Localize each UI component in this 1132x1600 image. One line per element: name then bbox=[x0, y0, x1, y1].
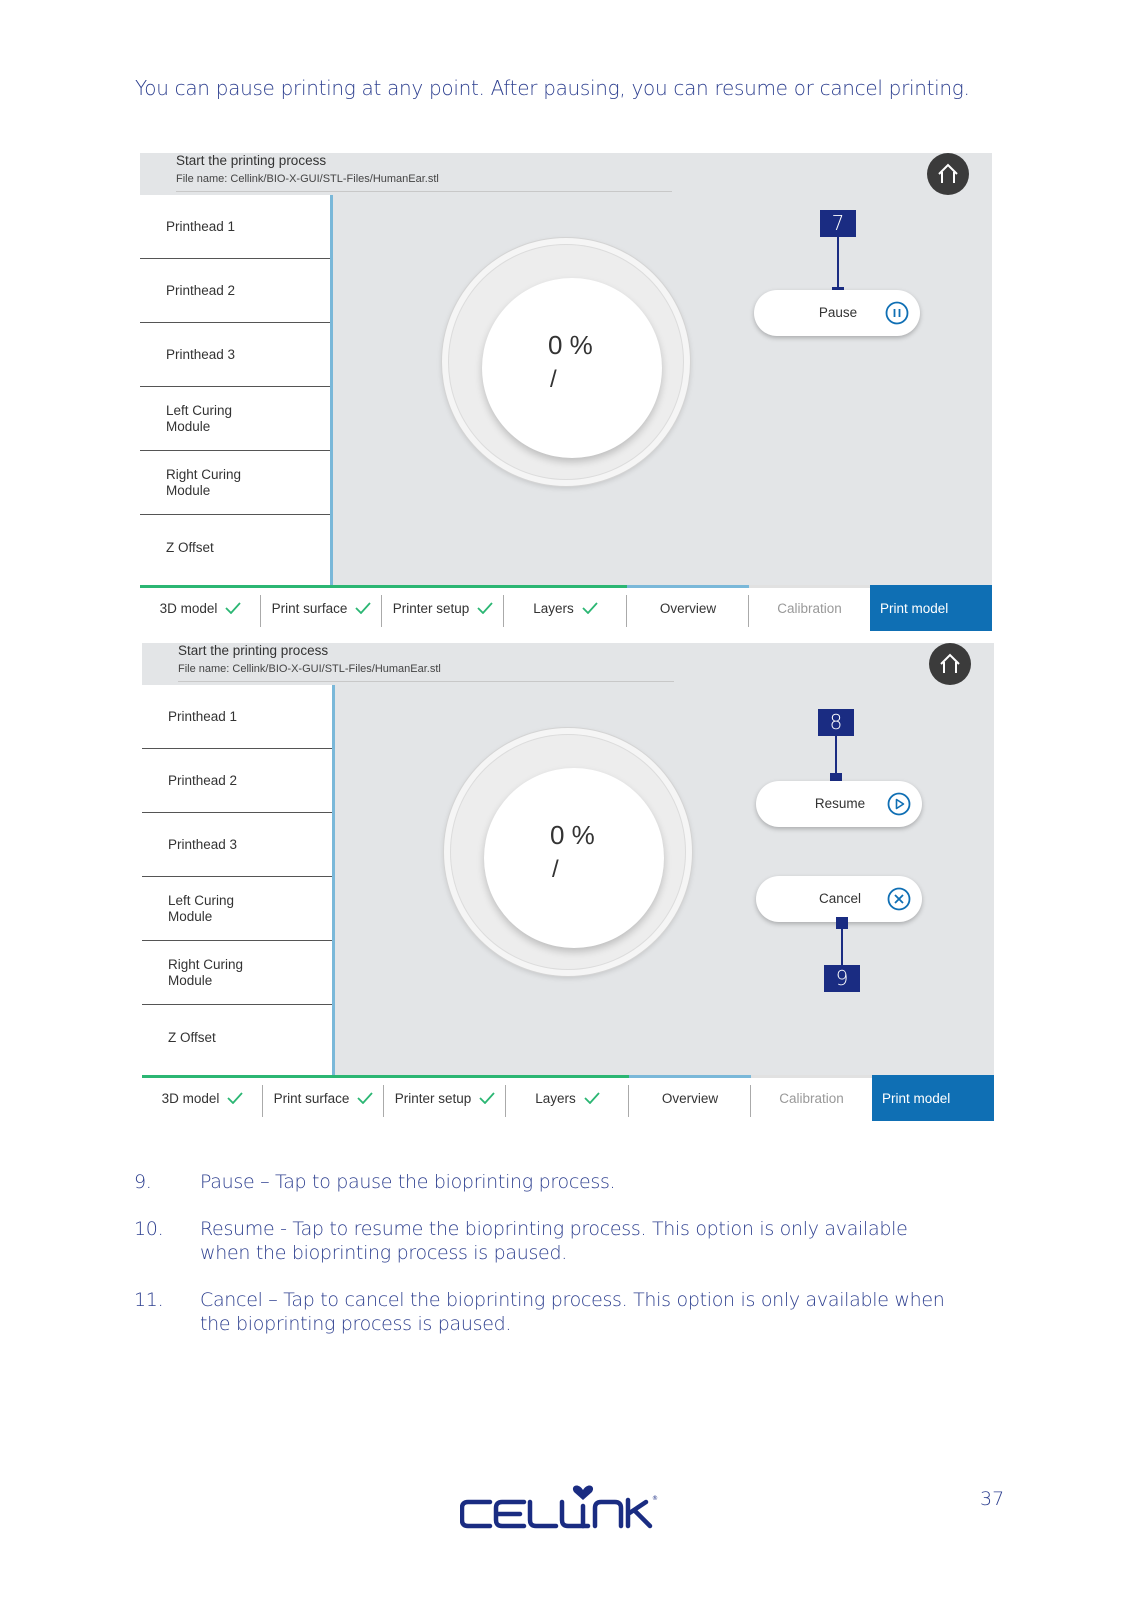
svg-text:®: ® bbox=[652, 1495, 658, 1502]
home-icon bbox=[936, 162, 960, 186]
pause-button-label: Pause bbox=[818, 305, 858, 320]
home-button[interactable] bbox=[927, 153, 969, 195]
step-tabs bbox=[140, 585, 992, 631]
tab-print-model[interactable] bbox=[870, 585, 992, 631]
sidebar-item-right-curing[interactable]: Right Curing Module bbox=[140, 451, 330, 515]
file-name: File name: Cellink/BIO-X-GUI/STL-Files/HumanEar.stl bbox=[178, 663, 441, 675]
screen-title: Start the printing process bbox=[178, 643, 329, 658]
tab-printer-setup[interactable] bbox=[384, 1075, 506, 1121]
sidebar-item-printhead-1[interactable]: Printhead 1 bbox=[140, 195, 330, 259]
sidebar-item-left-curing[interactable]: Left Curing Module bbox=[142, 877, 332, 941]
tab-label: Layers bbox=[533, 600, 574, 616]
header-divider bbox=[176, 191, 672, 192]
callout-9-line bbox=[841, 927, 843, 967]
progress-dial-center bbox=[484, 768, 664, 948]
tab-label: Overview bbox=[661, 1090, 719, 1106]
home-button[interactable] bbox=[929, 643, 971, 685]
callout-8-line bbox=[835, 736, 837, 773]
instruction-list bbox=[134, 1170, 954, 1359]
sidebar-item-printhead-3[interactable]: Printhead 3 bbox=[140, 323, 330, 387]
tab-label: 3D model bbox=[159, 600, 218, 616]
list-text: Pause – Tap to pause the bioprinting process. bbox=[200, 1171, 616, 1193]
step-tabs bbox=[142, 1075, 994, 1121]
logo-text: CELLINK bbox=[656, 1510, 661, 1511]
page-number: 37 bbox=[980, 1488, 1005, 1510]
tab-overview[interactable] bbox=[627, 585, 749, 631]
check-icon bbox=[582, 602, 598, 614]
tab-label: Print surface bbox=[271, 600, 348, 616]
tab-label: Calibration bbox=[777, 600, 842, 616]
tab-print-model[interactable] bbox=[872, 1075, 994, 1121]
progress-dial-center bbox=[482, 278, 662, 458]
resume-button[interactable] bbox=[756, 781, 922, 827]
tab-calibration[interactable] bbox=[749, 585, 870, 631]
tab-label: Layers bbox=[535, 1090, 576, 1106]
resume-button-label: Resume bbox=[814, 796, 866, 811]
sidebar-item-printhead-3[interactable]: Printhead 3 bbox=[142, 813, 332, 877]
sidebar bbox=[142, 685, 335, 1075]
list-number: 10. bbox=[134, 1218, 164, 1240]
progress-dial bbox=[442, 238, 690, 486]
sidebar-item-printhead-1[interactable]: Printhead 1 bbox=[142, 685, 332, 749]
progress-layers: / bbox=[550, 366, 557, 393]
tab-overview[interactable] bbox=[629, 1075, 751, 1121]
tab-label: Print model bbox=[880, 600, 949, 616]
tab-label: 3D model bbox=[161, 1090, 220, 1106]
check-icon bbox=[357, 1092, 373, 1104]
cancel-button[interactable] bbox=[756, 876, 922, 922]
sidebar-item-z-offset[interactable]: Z Offset bbox=[168, 1029, 216, 1045]
tab-label: Calibration bbox=[779, 1090, 844, 1106]
intro-text: You can pause printing at any point. After pausing, you can resume or cancel printing. bbox=[135, 76, 970, 100]
check-icon bbox=[477, 602, 493, 614]
pause-button[interactable] bbox=[754, 290, 920, 336]
screen-title: Start the printing process bbox=[176, 153, 327, 168]
tab-3d-model[interactable] bbox=[140, 585, 261, 631]
print-screen-paused-off bbox=[140, 153, 992, 631]
progress-percent: 0 % bbox=[548, 330, 593, 360]
tab-printer-setup[interactable] bbox=[382, 585, 504, 631]
print-screen-paused bbox=[142, 643, 994, 1121]
check-icon bbox=[479, 1092, 495, 1104]
check-icon bbox=[355, 602, 371, 614]
cellink-logo bbox=[460, 1470, 680, 1550]
progress-dial-ring bbox=[450, 734, 686, 970]
home-icon bbox=[938, 652, 962, 676]
cancel-button-label: Cancel bbox=[818, 891, 862, 906]
tab-label: Overview bbox=[659, 600, 717, 616]
sidebar-item-left-curing[interactable]: Left Curing Module bbox=[140, 387, 330, 451]
check-icon bbox=[225, 602, 241, 614]
tab-print-surface[interactable] bbox=[261, 585, 382, 631]
tab-3d-model[interactable] bbox=[142, 1075, 263, 1121]
tab-label: Print surface bbox=[273, 1090, 350, 1106]
tab-layers[interactable] bbox=[506, 1075, 629, 1121]
sidebar-item-z-offset[interactable]: Z Offset bbox=[166, 539, 214, 555]
tab-label: Print model bbox=[882, 1090, 951, 1106]
tab-label: Printer setup bbox=[394, 1090, 472, 1106]
file-name: File name: Cellink/BIO-X-GUI/STL-Files/HumanEar.stl bbox=[176, 173, 439, 185]
check-icon bbox=[227, 1092, 243, 1104]
progress-layers: / bbox=[552, 856, 559, 883]
play-icon bbox=[887, 792, 911, 816]
check-icon bbox=[584, 1092, 600, 1104]
sidebar-item-right-curing[interactable]: Right Curing Module bbox=[142, 941, 332, 1005]
progress-dial bbox=[444, 728, 692, 976]
screen-header bbox=[142, 643, 674, 683]
tab-calibration[interactable] bbox=[751, 1075, 872, 1121]
pause-icon bbox=[885, 301, 909, 325]
list-item bbox=[134, 1170, 954, 1194]
tab-print-surface[interactable] bbox=[263, 1075, 384, 1121]
list-item bbox=[134, 1288, 954, 1336]
list-number: 9. bbox=[134, 1171, 152, 1193]
list-text: Resume - Tap to resume the bioprinting process. This option is only available when the bioprinting process is paused. bbox=[200, 1218, 908, 1264]
tab-label: Printer setup bbox=[392, 600, 470, 616]
callout-7-line bbox=[837, 237, 839, 289]
list-text: Cancel – Tap to cancel the bioprinting process. This option is only available when the bioprinting process is paused. bbox=[200, 1289, 945, 1335]
list-number: 11. bbox=[134, 1289, 164, 1311]
tab-layers[interactable] bbox=[504, 585, 627, 631]
callout-8: 8 bbox=[818, 709, 854, 736]
sidebar-item-printhead-2[interactable]: Printhead 2 bbox=[140, 259, 330, 323]
sidebar-item-printhead-2[interactable]: Printhead 2 bbox=[142, 749, 332, 813]
header-divider bbox=[178, 681, 674, 682]
list-item bbox=[134, 1217, 954, 1265]
callout-7: 7 bbox=[820, 210, 856, 237]
progress-percent: 0 % bbox=[550, 820, 595, 850]
screen-header bbox=[140, 153, 672, 193]
progress-dial-ring bbox=[448, 244, 684, 480]
callout-9: 9 bbox=[824, 965, 860, 992]
cancel-icon bbox=[887, 887, 911, 911]
sidebar bbox=[140, 195, 333, 585]
